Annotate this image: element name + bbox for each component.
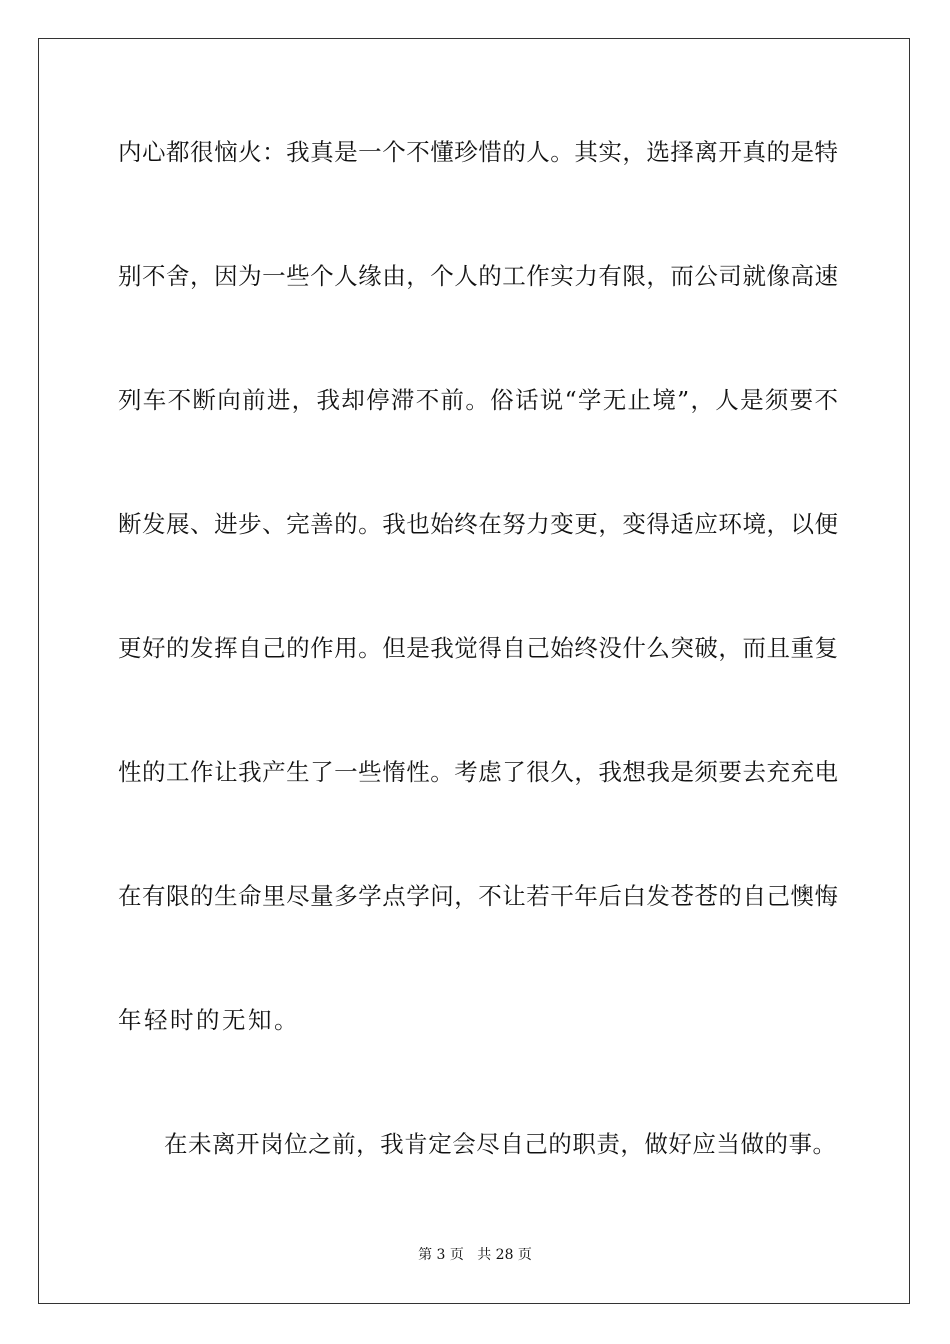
body-text-line-7: 在有限的生命里尽量多学点学问，不让若干年后白发苍苍的自己懊悔 [118, 882, 838, 910]
body-text-line-4: 断发展、进步、完善的。我也始终在努力变更，变得适应环境，以便 [118, 510, 838, 538]
body-text-line-5: 更好的发挥自己的作用。但是我觉得自己始终没什么突破，而且重复 [118, 634, 838, 662]
body-text-line-2: 别不舍，因为一些个人缘由，个人的工作实力有限，而公司就像高速 [118, 262, 838, 290]
body-text-line-1: 内心都很恼火：我真是一个不懂珍惜的人。其实，选择离开真的是特 [118, 138, 838, 166]
body-text-line-3: 列车不断向前进，我却停滞不前。俗话说“学无止境”，人是须要不 [118, 386, 838, 414]
body-text-line-8: 年轻时的无知。 [118, 1006, 300, 1034]
page-number-footer: 第 3 页 共 28 页 [418, 1247, 532, 1263]
body-text-line-6: 性的工作让我产生了一些惰性。考虑了很久，我想我是须要去充充电 [118, 758, 838, 786]
page-border [38, 38, 910, 1304]
paragraph-indented-line: 在未离开岗位之前，我肯定会尽自己的职责，做好应当做的事。 [164, 1130, 836, 1158]
